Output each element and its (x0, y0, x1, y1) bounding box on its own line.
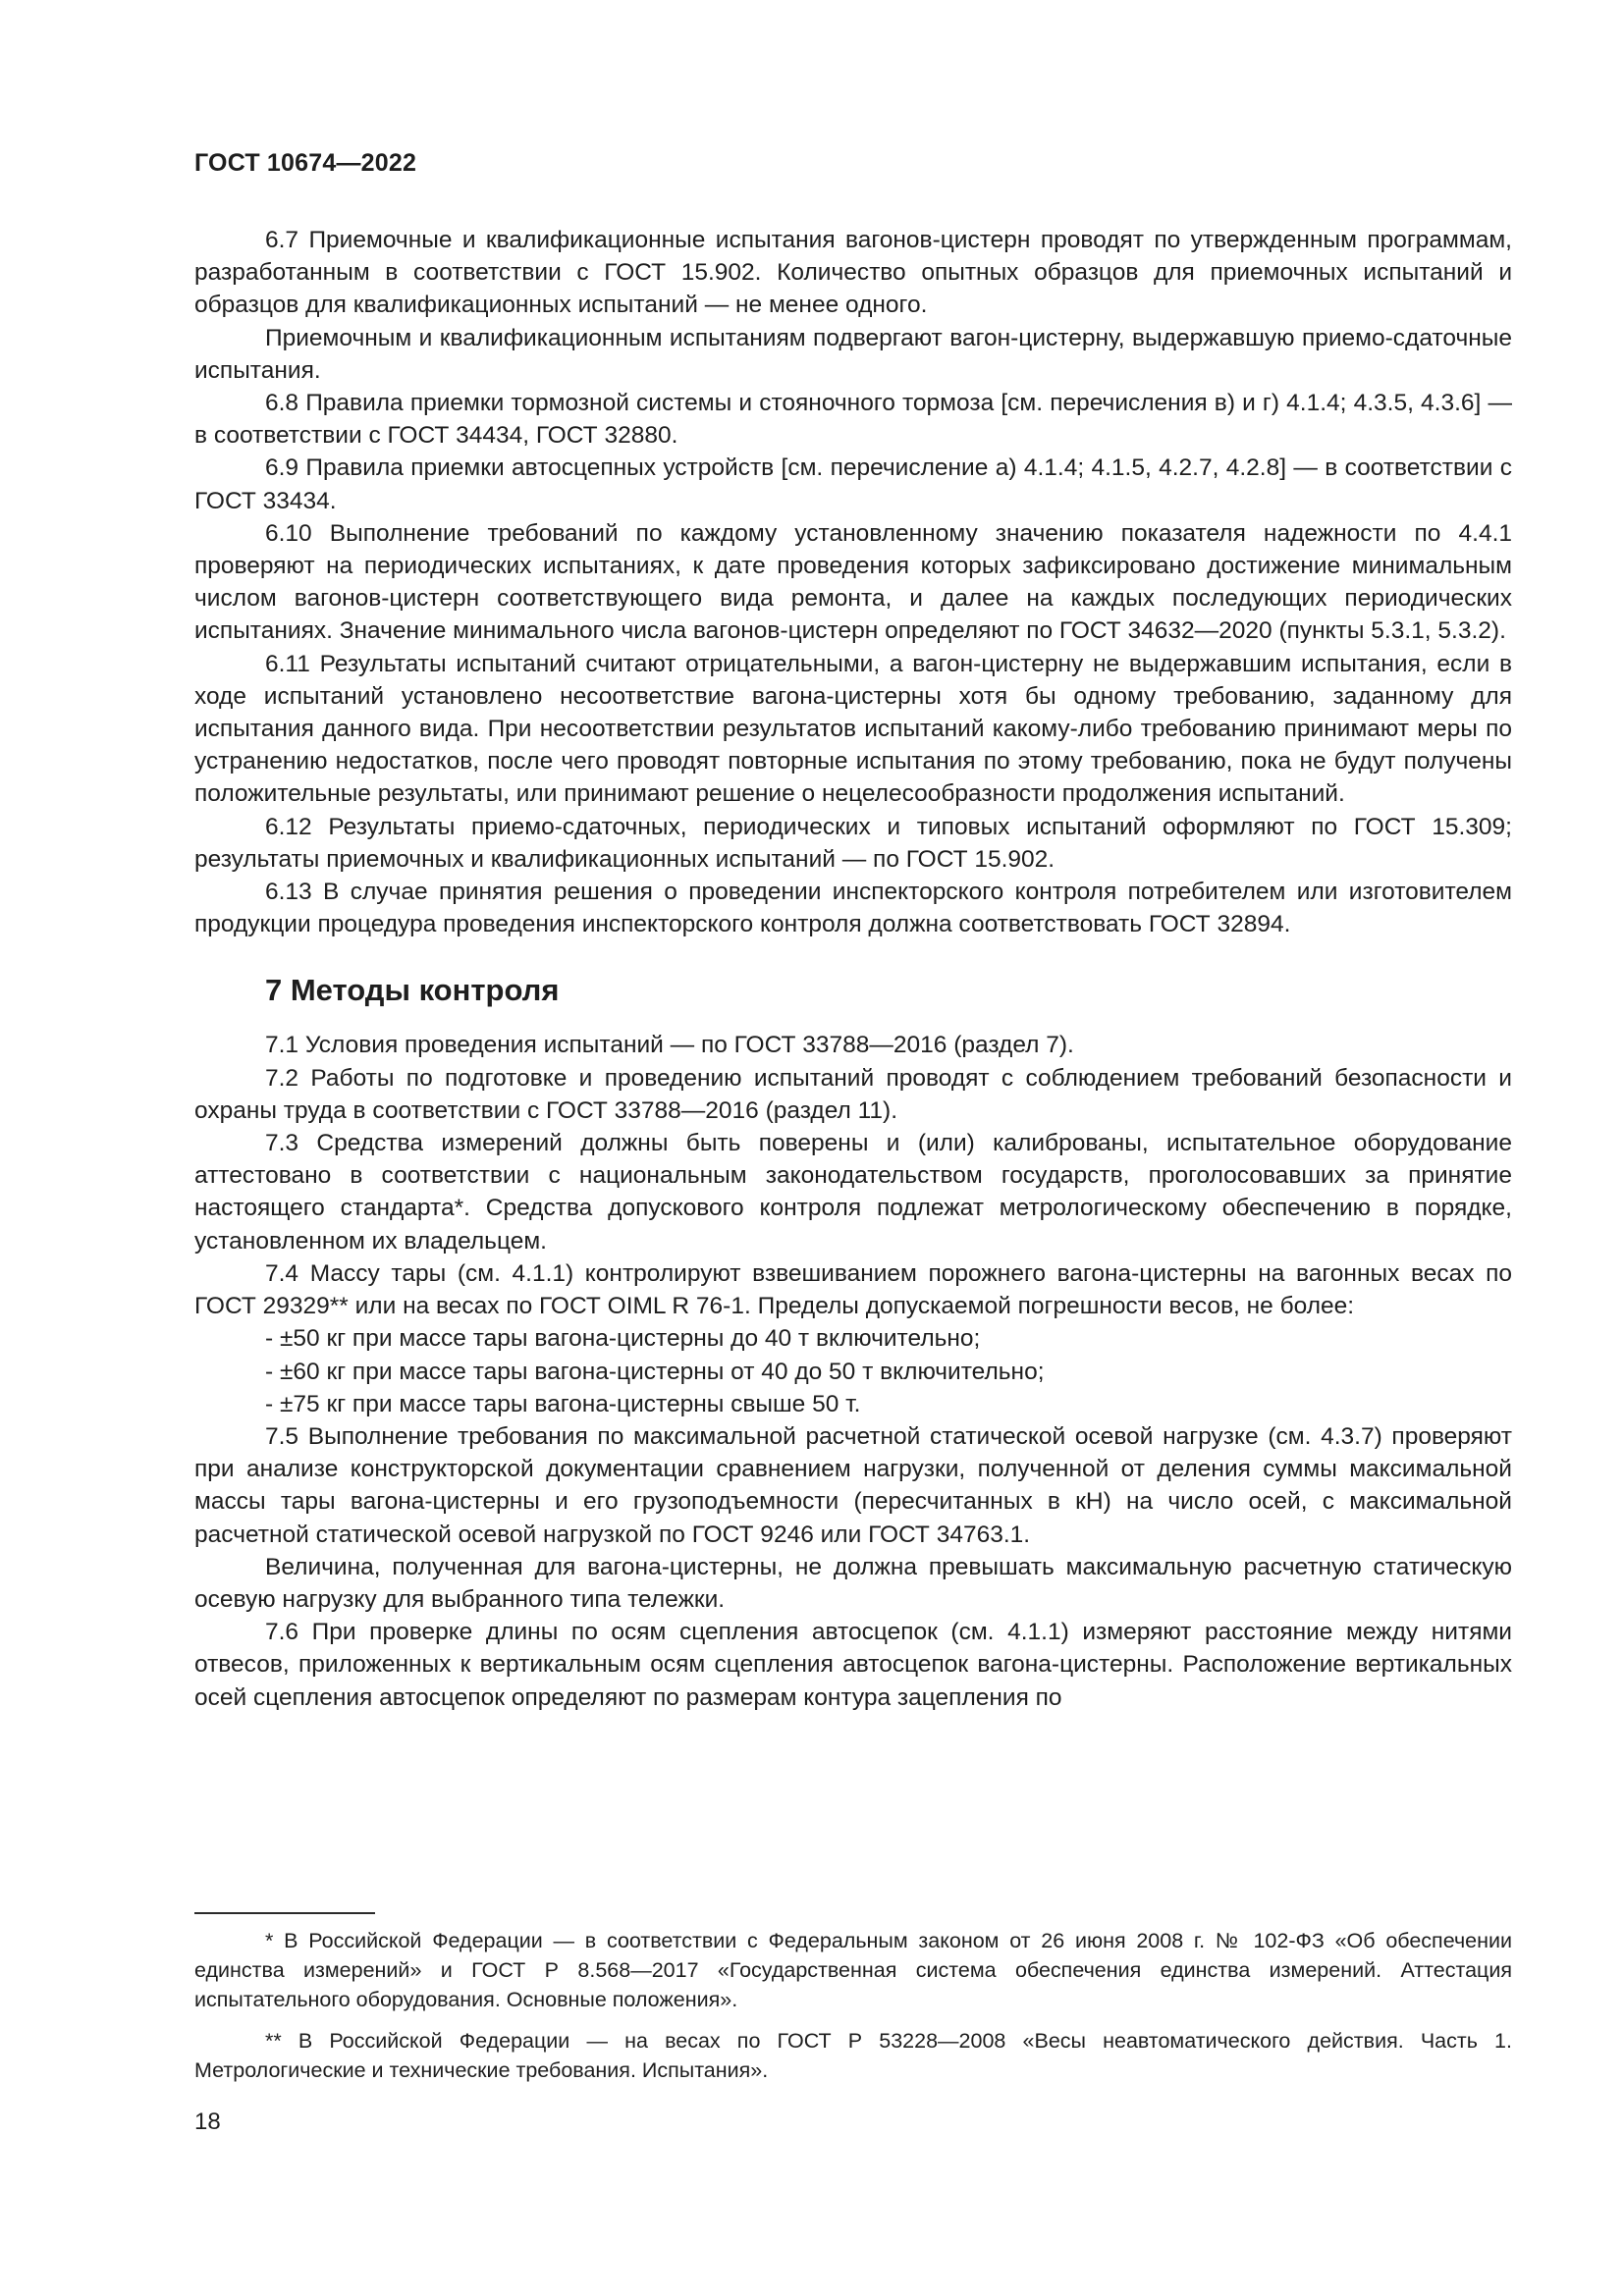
paragraph-7-2: 7.2 Работы по подготовке и проведению испытаний проводят с соблюдением требований безопасности и охраны труда в соответствии с ГОСТ 33788—2016 (раздел 11). (194, 1064, 1512, 1124)
paragraph-6-12: 6.12 Результаты приемо-сдаточных, периодических и типовых испытаний оформляют по ГОСТ 15.309; результаты приемочных и квалификационных испытаний — по ГОСТ 15.902. (194, 813, 1512, 873)
paragraph-7-4: 7.4 Массу тары (см. 4.1.1) контролируют взвешиванием порожнего вагона-цистерны на вагонных весах по ГОСТ 29329** или на весах по ГОСТ OIML R 76-1. Пределы допускаемой погрешности весов, не более: (194, 1259, 1512, 1320)
list-item-tolerance-2: - ±60 кг при массе тары вагона-цистерны от 40 до 50 т включительно; (265, 1358, 1045, 1385)
footnote-2: ** В Российской Федерации — на весах по ГОСТ Р 53228—2008 «Весы неавтоматического действия. Часть 1. Метрологические и технические требования. Испытания». (194, 2029, 1512, 2082)
paragraph-6-13: 6.13 В случае принятия решения о проведении инспекторского контроля потребителем или изготовителем продукции процедура проведения инспекторского контроля должна соответствовать ГОСТ 32894. (194, 879, 1512, 938)
document-header: ГОСТ 10674—2022 (194, 149, 417, 177)
paragraph-7-1: 7.1 Условия проведения испытаний — по ГОСТ 33788—2016 (раздел 7). (265, 1032, 1074, 1059)
footnote-divider (194, 1912, 375, 1914)
list-item-tolerance-3: - ±75 кг при массе тары вагона-цистерны свыше 50 т. (265, 1390, 861, 1417)
footnote-1: * В Российской Федерации — в соответствии с Федеральным законом от 26 июня 2008 г. № 102-ФЗ «Об обеспечении единства измерений» и ГОСТ Р 8.568—2017 «Государственная система обеспечения единства измерений. Аттестация испытательного оборудования. Основные положения». (194, 1929, 1512, 2011)
paragraph-6-9: 6.9 Правила приемки автосцепных устройств [см. перечисление а) 4.1.4; 4.1.5, 4.2.7, 4.2.8] — в соответствии с ГОСТ 33434. (194, 454, 1512, 514)
paragraph-7-5-continued: Величина, полученная для вагона-цистерны, не должна превышать максимальную расчетную статическую осевую нагрузку для выбранного типа тележки. (194, 1553, 1512, 1613)
paragraph-7-6: 7.6 При проверке длины по осям сцепления автосцепок (см. 4.1.1) измеряют расстояние между нитями отвесов, приложенных к вертикальным осям сцепления автосцепок вагона-цистерны. Расположение вертикальных осей сцепления автосцепок определяют по размерам контура зацепления по (194, 1619, 1512, 1711)
footnotes (194, 1926, 1512, 2097)
list-item-tolerance-1: - ±50 кг при массе тары вагона-цистерны до 40 т включительно; (265, 1325, 981, 1353)
paragraph-6-7-continued: Приемочным и квалификационным испытаниям подвергают вагон-цистерну, выдержавшую приемо-сдаточные испытания. (194, 324, 1512, 384)
paragraph-6-10: 6.10 Выполнение требований по каждому установленному значению показателя надежности по 4.4.1 проверяют на периодических испытаниях, к дате проведения которых зафиксировано достижение минимальным числом вагонов-цистерн соответствующего вида ремонта, и далее на каждых последующих периодических испытаниях. Значение минимального числа вагонов-цистерн определяют по ГОСТ 34632—2020 (пункты 5.3.1, 5.3.2). (194, 519, 1512, 645)
section-7-heading: 7 Методы контроля (265, 973, 560, 1008)
paragraph-6-11: 6.11 Результаты испытаний считают отрицательными, а вагон-цистерну не выдержавшим испытания, если в ходе испытаний установлено несоответствие вагона-цистерны хотя бы одному требованию, заданному для испытания данного вида. При несоответствии результатов испытаний какому-либо требованию принимают меры по устранению недостатков, после чего проводят повторные испытания по этому требованию, пока не будут получены положительные результаты, или принимают решение о нецелесообразности продолжения испытаний. (194, 650, 1512, 808)
main-text (194, 224, 1512, 1714)
paragraph-7-3: 7.3 Средства измерений должны быть поверены и (или) калиброваны, испытательное оборудование аттестовано в соответствии с национальным законодательством государств, проголосовавших за принятие настоящего стандарта*. Средства допускового контроля подлежат метрологическому обеспечению в порядке, установленном их владельцем. (194, 1130, 1512, 1255)
paragraph-7-5: 7.5 Выполнение требования по максимальной расчетной статической осевой нагрузке (см. 4.3.7) проверяют при анализе конструкторской документации сравнением нагрузки, полученной от деления суммы максимальной массы тары вагона-цистерны и его грузоподъемности (пересчитанных в кН) на число осей, с максимальной расчетной статической осевой нагрузкой по ГОСТ 9246 или ГОСТ 34763.1. (194, 1422, 1512, 1548)
paragraph-6-8: 6.8 Правила приемки тормозной системы и стояночного тормоза [см. перечисления в) и г) 4.1.4; 4.3.5, 4.3.6] — в соответствии с ГОСТ 34434, ГОСТ 32880. (194, 390, 1512, 450)
page-number: 18 (194, 2109, 221, 2135)
paragraph-6-7: 6.7 Приемочные и квалификационные испытания вагонов-цистерн проводят по утвержденным программам, разработанным в соответствии с ГОСТ 15.902. Количество опытных образцов для приемочных испытаний и образцов для квалификационных испытаний — не менее одного. (194, 227, 1512, 319)
